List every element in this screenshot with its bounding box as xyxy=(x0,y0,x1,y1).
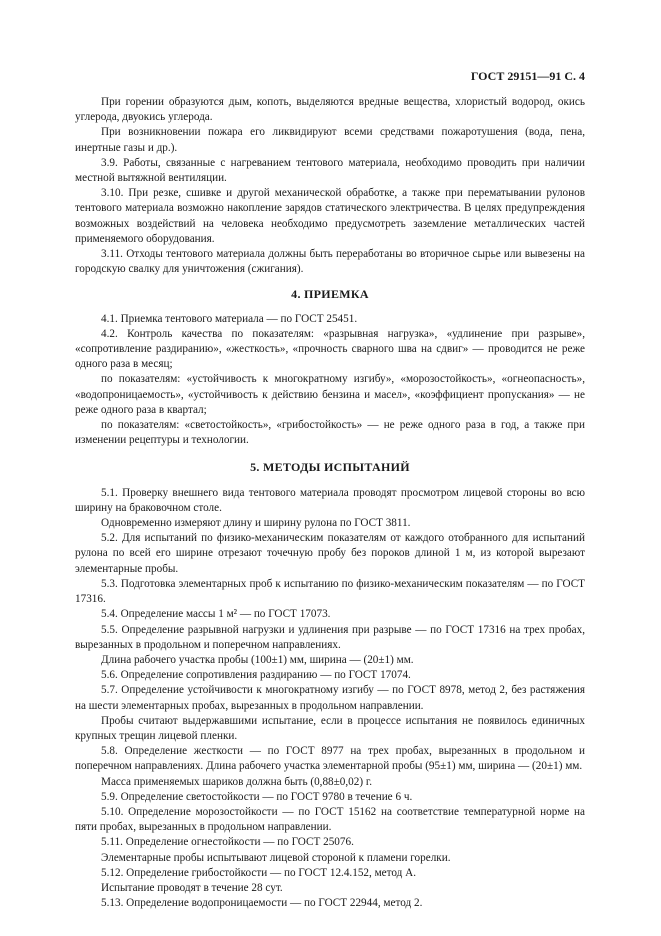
paragraph: 4.1. Приемка тентового материала — по ГОСТ 25451. xyxy=(101,312,358,325)
paragraph: 5.10. Определение морозостойкости — по ГОСТ 15162 на соответствие температурной норме на пяти пробах, вырезанных в продольном направлении. xyxy=(75,805,585,834)
paragraph: по показателям: «устойчивость к многократному изгибу», «морозостойкость», «огнеопасность», «водопроницаемость», «устойчивость к действию бензина и масел», «коэффициент пропускания» — не реже одного раза в квартал; xyxy=(75,373,585,416)
paragraph: 5.9. Определение светостойкости — по ГОСТ 9780 в течение 6 ч. xyxy=(101,790,413,803)
paragraph: 5.2. Для испытаний по физико-механическим показателям от каждого отобранного для испытаний рулона по всей его ширине отрезают точечную пробу без пороков длиной 1 м, из которой вырезают элементарные пробы. xyxy=(75,532,585,575)
paragraph: Одновременно измеряют длину и ширину рулона по ГОСТ 3811. xyxy=(101,517,411,530)
paragraph: 5.3. Подготовка элементарных проб к испытанию по физико-механическим показателям — по ГОСТ 17316. xyxy=(75,577,585,606)
paragraph: 5.4. Определение массы 1 м² — по ГОСТ 17073. xyxy=(101,608,331,621)
section-heading-acceptance: 4. ПРИЕМКА xyxy=(291,287,369,302)
paragraph: 3.10. При резке, сшивке и другой механической обработке, а также при перематывании рулонов тентового материала возможно накопление зарядов статического электричества. В целях предупреждения возможных воздействий на человека необходимо предусмотреть заземление металлических частей применяемого оборудования. xyxy=(75,187,585,245)
page-header: ГОСТ 29151—91 С. 4 xyxy=(470,69,585,83)
paragraph: 5.12. Определение грибостойкости — по ГОСТ 12.4.152, метод А. xyxy=(101,866,417,879)
paragraph: 5.7. Определение устойчивости к многократному изгибу — по ГОСТ 8978, метод 2, без растяжения на шести элементарных пробах, вырезанных в продольном направлении. xyxy=(75,684,585,712)
page-body xyxy=(75,95,585,911)
paragraph: по показателям: «светостойкость», «грибостойкость» — не реже одного раза в год, а также при изменении рецептуры и технологии. xyxy=(75,419,585,447)
paragraph: 5.11. Определение огнестойкости — по ГОСТ 25076. xyxy=(101,836,354,849)
paragraph: Элементарные пробы испытывают лицевой стороной к пламени горелки. xyxy=(101,851,451,864)
paragraph: 5.6. Определение сопротивления раздиранию — по ГОСТ 17074. xyxy=(101,669,411,682)
paragraph: При горении образуются дым, копоть, выделяются вредные вещества, хлористый водород, окись углерода, двуокись углерода. xyxy=(75,96,585,124)
section5-body xyxy=(75,486,585,912)
paragraph: 5.1. Проверку внешнего вида тентового материала проводят просмотром лицевой стороны во всю ширину на браковочном столе. xyxy=(75,486,585,514)
paragraph: 5.13. Определение водопроницаемости — по ГОСТ 22944, метод 2. xyxy=(101,897,423,910)
paragraph: 3.11. Отходы тентового материала должны быть переработаны во вторичное сырье или вывезены на городскую свалку для уничтожения (сжигания). xyxy=(75,248,585,276)
paragraph: 3.9. Работы, связанные с нагреванием тентового материала, необходимо проводить при наличии местной вытяжной вентиляции. xyxy=(75,156,585,185)
paragraph: При возникновении пожара его ликвидируют всеми средствами пожаротушения (вода, пена, инертные газы и др.). xyxy=(75,126,585,154)
paragraph: Пробы считают выдержавшими испытание, если в процессе испытания не появилось единичных крупных трещин лицевой пленки. xyxy=(75,714,585,742)
section-heading-test-methods: 5. МЕТОДЫ ИСПЫТАНИЙ xyxy=(250,460,410,475)
section4-body xyxy=(75,312,585,449)
paragraph: 5.5. Определение разрывной нагрузки и удлинения при разрыве — по ГОСТ 17316 на трех пробах, вырезанных в продольном и поперечном направлениях. xyxy=(75,623,585,651)
paragraph: Длина рабочего участка пробы (100±1) мм, ширина — (20±1) мм. xyxy=(101,653,414,666)
paragraph: Испытание проводят в течение 28 сут. xyxy=(101,881,283,894)
paragraph: 5.8. Определение жесткости — по ГОСТ 8977 на трех пробах, вырезанных в продольном и поперечном направлениях. Длина рабочего участка элементарной пробы (95±1) мм, ширина — (20±1) мм. xyxy=(75,745,585,773)
paragraph: Масса применяемых шариков должна быть (0,88±0,02) г. xyxy=(101,775,373,788)
paragraph: 4.2. Контроль качества по показателям: «разрывная нагрузка», «удлинение при разрыве», «сопротивление раздиранию», «жесткость», «прочность сварного шва на сдвиг» — проводится не реже одного раза в месяц; xyxy=(75,327,585,371)
section3-continuation xyxy=(75,95,585,277)
